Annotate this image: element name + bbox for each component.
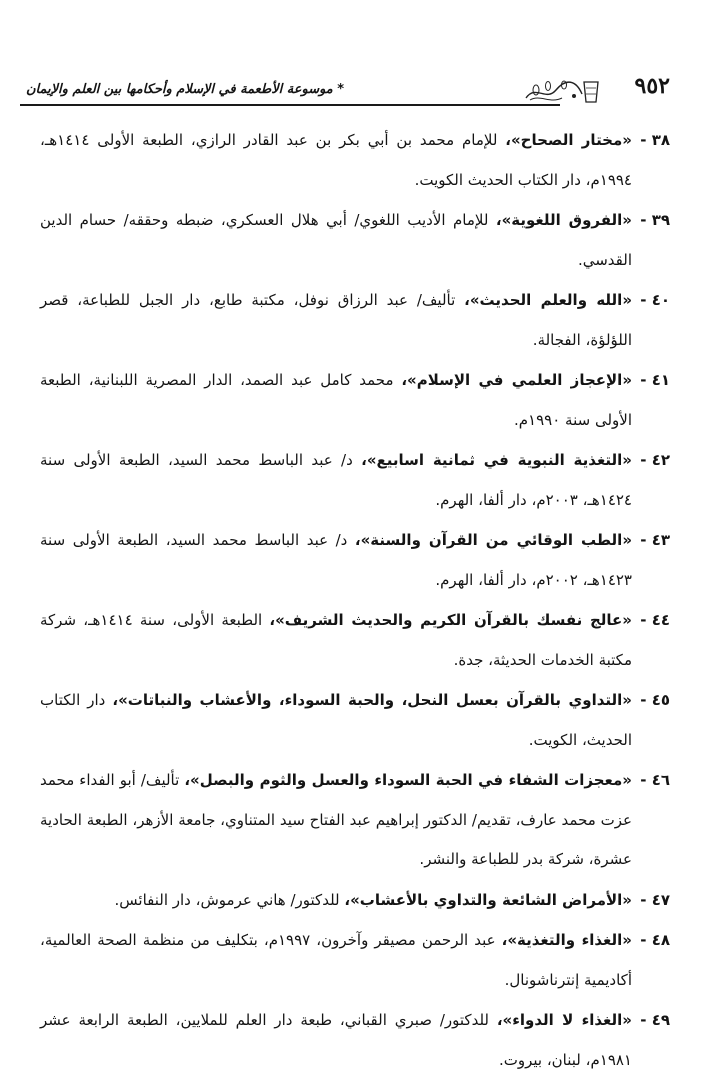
- entry-title: «الأمراض الشائعة والتداوي بالأعشاب»،: [344, 890, 632, 909]
- entry-title: «التداوي بالقرآن بعسل النحل، والحبة السوداء، والأعشاب والنباتات»،: [112, 691, 632, 709]
- entry-text: د/ عبد الباسط محمد السيد، الطبعة الأولى سنة ١٤٢٣هـ، ٢٠٠٢م، دار ألفا، الهرم.: [40, 531, 632, 589]
- page-header: [20, 74, 670, 110]
- entry-title: «الطب الوقائي من القرآن والسنة»،: [354, 531, 633, 549]
- entry-text: محمد كامل عبد الصمد، الدار المصرية اللبنانية، الطبعة الأولى سنة ١٩٩٠م.: [40, 371, 632, 429]
- entry-number: ٤٩ -: [640, 1011, 670, 1029]
- entry-text: للدكتور/ صبري القباني، طبعة دار العلم للملايين، الطبعة الرابعة عشر ١٩٨١م، لبنان، بيروت.: [40, 1011, 632, 1069]
- bibliography-entry-46: [40, 761, 670, 880]
- entry-text: د/ عبد الباسط محمد السيد، الطبعة الأولى سنة ١٤٢٤هـ، ٢٠٠٣م، دار ألفا، الهرم.: [40, 451, 632, 509]
- entry-number: ٤٤ -: [640, 611, 670, 629]
- bibliography-entry-47: [40, 881, 670, 921]
- entry-title: «الفروق اللغوية»،: [495, 211, 632, 229]
- entry-number: ٤٣ -: [640, 531, 670, 549]
- entry-number: ٣٨ -: [640, 131, 670, 149]
- entry-text: للإمام الأديب اللغوي/ أبي هلال العسكري، ضبطه وحققه/ حسام الدين القدسي.: [40, 211, 632, 269]
- entry-number: ٤٠ -: [640, 291, 670, 309]
- entry-text: الطبعة الأولى، سنة ١٤١٤هـ، شركة مكتبة الخدمات الحديثة، جدة.: [40, 611, 632, 669]
- bibliography-entry-38: [40, 121, 670, 200]
- entry-number: ٤٧ -: [640, 890, 670, 909]
- entry-text: عبد الرحمن مصيقر وآخرون، ١٩٩٧م، بتكليف من منظمة الصحة العالمية، أكاديمية إنترناشونال.: [40, 931, 632, 989]
- floral-ornament-icon: [522, 76, 602, 106]
- bibliography-entry-39: [40, 201, 670, 280]
- entry-title: «معجزات الشفاء في الحبة السوداء والعسل والثوم والبصل»،: [184, 771, 632, 789]
- bibliography-list: [40, 121, 670, 1081]
- entry-number: ٤١ -: [640, 371, 670, 389]
- entry-title: «عالج نفسك بالقرآن الكريم والحديث الشريف»،: [269, 611, 632, 629]
- bibliography-entry-41: [40, 361, 670, 440]
- running-title: * موسوعة الأطعمة في الإسلام وأحكامها بين العلم والإيمان: [26, 82, 345, 97]
- entry-text: للدكتور/ هاني عرموش، دار النفائس.: [114, 890, 345, 909]
- entry-title: «الله والعلم الحديث»،: [464, 291, 633, 309]
- entry-text: تأليف/ عبد الرزاق نوفل، مكتبة طابع، دار الجبل للطباعة، قصر اللؤلؤة، الفجالة.: [40, 291, 632, 349]
- entry-title: «مختار الصحاح»،: [505, 131, 632, 149]
- entry-text: تأليف/ أبو الفداء محمد عزت محمد عارف، تقديم/ الدكتور إبراهيم عبد الفتاح سيد المتناوي، جامعة الأزهر، الطبعة الحادية عشرة، شركة بدر للطباعة والنشر.: [40, 771, 632, 868]
- entry-title: «التغذية النبوية في ثمانية اسابيع»،: [361, 451, 633, 469]
- bibliography-entry-45: [40, 681, 670, 760]
- entry-number: ٤٥ -: [640, 691, 670, 709]
- entry-number: ٤٢ -: [640, 451, 670, 469]
- bibliography-entry-40: [40, 281, 670, 360]
- entry-number: ٤٨ -: [640, 931, 670, 949]
- bibliography-entry-44: [40, 601, 670, 680]
- entry-number: ٤٦ -: [640, 771, 670, 789]
- entry-number: ٣٩ -: [640, 211, 670, 229]
- bibliography-entry-49: [40, 1001, 670, 1080]
- entry-text: دار الكتاب الحديث، الكويت.: [40, 691, 632, 749]
- bibliography-entry-43: [40, 521, 670, 600]
- page-number: ٩٥٢: [634, 73, 670, 99]
- entry-title: «الغذاء لا الدواء»،: [496, 1011, 632, 1029]
- entry-text: للإمام محمد بن أبي بكر بن عبد القادر الرازي، الطبعة الأولى ١٤١٤هـ، ١٩٩٤م، دار الكتاب الحديث الكويت.: [40, 131, 632, 189]
- entry-title: «الغذاء والتغذية»،: [501, 931, 632, 949]
- bibliography-entry-48: [40, 921, 670, 1000]
- entry-title: «الإعجاز العلمي في الإسلام»،: [401, 371, 633, 389]
- header-rule: [20, 104, 560, 106]
- bibliography-entry-42: [40, 441, 670, 520]
